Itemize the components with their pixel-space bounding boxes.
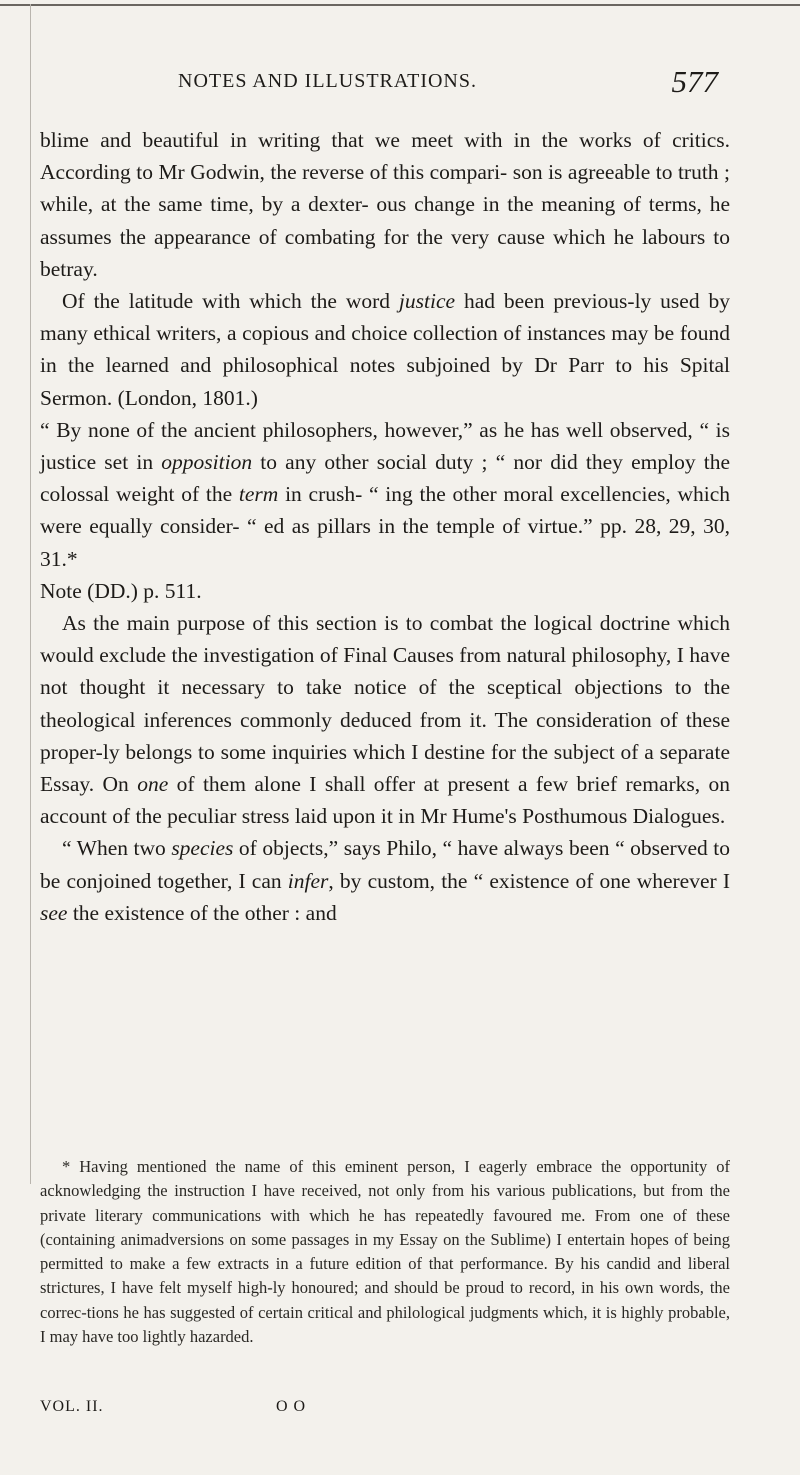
volume-label: VOL. II. bbox=[40, 1398, 104, 1415]
text-run: “ ed as pillars in the temple of virtue.” pp. 28, 29, 30, 31.* bbox=[40, 514, 730, 571]
page-edge-line bbox=[0, 4, 800, 6]
paragraph-continued bbox=[40, 124, 730, 285]
footnote-text: * Having mentioned the name of this eminent person, I eagerly embrace the opportunity of acknowledging the instruction I have received, not only from his various publications, but from the private literary communications with which he has repeatedly favoured me. From one of these (containing animadversions on some passages in my Essay on the Sublime) I entertain hopes of being permitted to make a few extracts in a future edition of that performance. By his candid and liberal strictures, I have felt myself high-ly honoured; and should be proud to record, in his own words, the correc-tions he has suggested of certain critical and philological judgments which, it is highly probable, I may have too lightly hazarded. bbox=[40, 1157, 730, 1347]
main-text bbox=[40, 124, 730, 929]
text-run: of them alone I shall offer at present a few brief remarks, on account of the peculiar stress laid upon it in Mr Hume's Posthumous Dialogues. bbox=[40, 772, 731, 829]
text-run: , by custom, the bbox=[328, 868, 468, 893]
running-header bbox=[178, 66, 718, 106]
paragraph-philo-quote bbox=[40, 832, 730, 929]
text-run: “ By none of the ancient philosophers, however,” as he has well observed, “ is justice set in bbox=[40, 417, 730, 475]
signature-mark: O O bbox=[276, 1398, 307, 1415]
text-line: of combating for the very cause which he labours to betray. bbox=[40, 224, 731, 281]
page-footer bbox=[40, 1398, 340, 1416]
text-line: son is agreeable to truth ; while, at the same time, by a dexter- bbox=[40, 160, 731, 217]
text-run: had been previous-ly used by many ethical writers, a copious and choice collection of instances may be found in the learned and philosophical notes subjoined by Dr Parr to his Spital Sermon. (London, 1801.) bbox=[40, 289, 730, 410]
text-run: the existence of the other : and bbox=[67, 900, 337, 925]
paragraph-justice bbox=[40, 285, 730, 414]
text-run: in crush- bbox=[278, 482, 363, 507]
quotation bbox=[40, 414, 730, 575]
page-number: 577 bbox=[671, 64, 718, 99]
paragraph-final-causes bbox=[40, 607, 730, 832]
footnote bbox=[40, 1155, 730, 1349]
italic-word: one bbox=[137, 772, 169, 797]
binding-shadow-line bbox=[30, 4, 31, 1184]
text-run: On bbox=[94, 772, 138, 797]
italic-word: see bbox=[40, 900, 68, 925]
italic-word: term bbox=[238, 482, 279, 507]
note-heading: Note (DD.) p. 511. bbox=[40, 578, 202, 603]
text-run: “ ing the other moral excellencies, which were equally consider- bbox=[40, 482, 731, 539]
text-run: “ nor did they employ the colossal weight of the bbox=[40, 450, 731, 507]
text-line: ous change in the meaning of terms, he assumes the appearance bbox=[40, 192, 730, 249]
text-run: “ When two bbox=[62, 836, 172, 861]
running-title: NOTES AND ILLUSTRATIONS. bbox=[178, 70, 477, 92]
italic-word: infer bbox=[287, 868, 329, 893]
text-line: blime and beautiful in writing that we meet with in the works of bbox=[40, 128, 661, 152]
italic-word: species bbox=[171, 836, 234, 861]
italic-word: justice bbox=[398, 289, 456, 314]
text-run: to any other social duty ; bbox=[252, 450, 488, 475]
italic-word: opposition bbox=[161, 450, 253, 475]
text-run: Of the latitude with which the word bbox=[62, 289, 399, 314]
text-run: “ existence of one wherever I bbox=[473, 868, 730, 893]
text-line: critics. According to Mr Godwin, the reverse of this compari- bbox=[40, 128, 730, 185]
text-run: of objects,” says Philo, “ have always been bbox=[233, 836, 610, 861]
text-run: As the main purpose of this section is to combat the logical doctrine which would exclude the investigation of Final Causes from natural philosophy, I have not thought it necessary to take notice of the sceptical objections to the theological inferences commonly deduced from it. The consideration of these proper-ly belongs to some inquiries which I destine for the subject of a separate Essay. bbox=[40, 611, 730, 797]
text-run: “ observed to be conjoined together, I can bbox=[40, 836, 731, 893]
